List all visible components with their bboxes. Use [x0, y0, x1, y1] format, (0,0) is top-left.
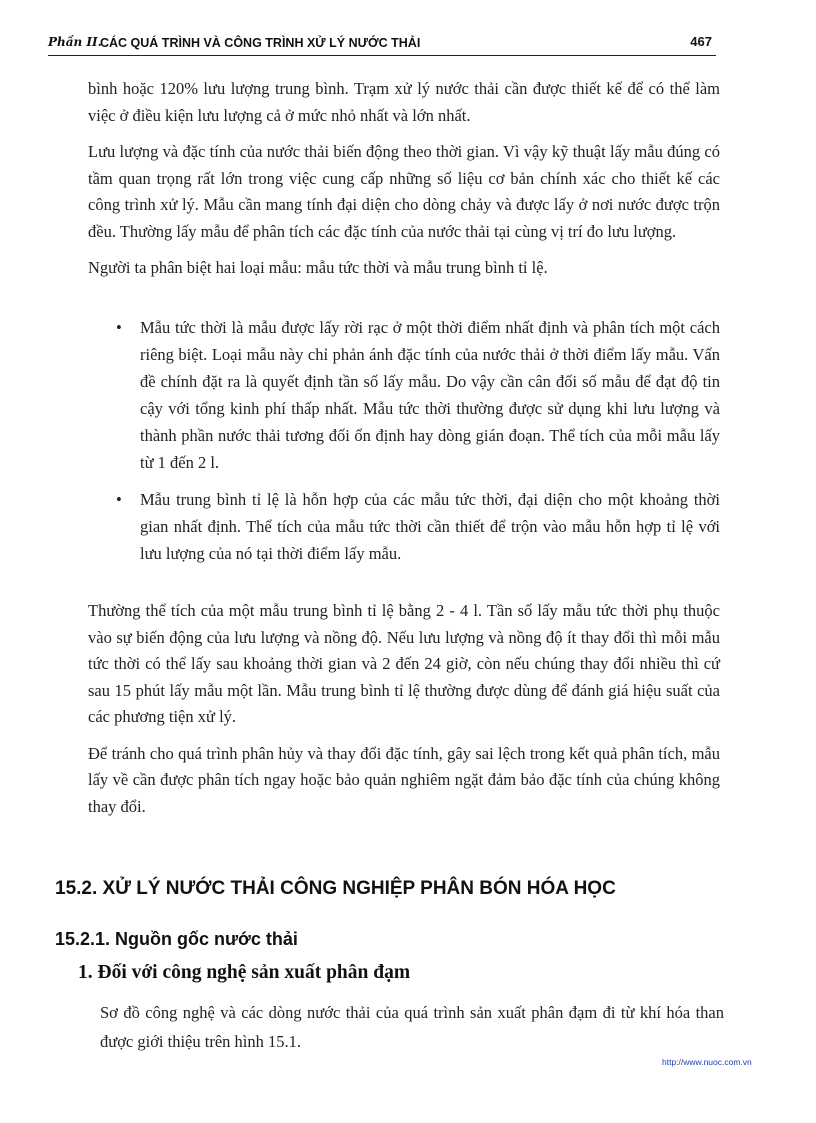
header-part-label: Phần II. [48, 35, 102, 49]
subsubsection-heading: 1. Đối với công nghệ sản xuất phân đạm [78, 962, 411, 983]
bullet-list [116, 314, 720, 577]
list-item-text: Mẫu trung bình tỉ lệ là hỗn hợp của các mẫu tức thời, đại diện cho một khoảng thời gian nhất định. Thể tích của mẫu tức thời cần thiết để trộn vào mẫu hỗn hợp tỉ lệ với lưu lượng của nó tại thời điểm lấy mẫu. [140, 490, 720, 563]
footer-url-link[interactable]: http://www.nuoc.com.vn [662, 1057, 752, 1067]
top-paragraphs [88, 76, 720, 292]
bottom-paragraphs [88, 598, 720, 830]
bullet-icon: • [116, 318, 122, 337]
bullet-icon: • [116, 490, 122, 509]
paragraph-continuation: bình hoặc 120% lưu lượng trung bình. Trạm xử lý nước thải cần được thiết kế để có thể làm việc ở điều kiện lưu lượng cả ở mức nhỏ nhất và lớn nhất. [88, 79, 720, 125]
paragraph-sample-volume: Thường thể tích của một mẫu trung bình tỉ lệ bằng 2 - 4 l. Tần số lấy mẫu tức thời phụ thuộc vào sự biến động của lưu lượng và nồng độ. Nếu lưu lượng và nồng độ ít thay đổi thì mỗi mẫu tức thời có thể lấy sau khoảng thời gian và 2 đến 24 giờ, còn nếu chúng thay đổi nhiều thì cứ sau 15 phút lấy mẫu một lần. Mẫu trung bình tỉ lệ thường được dùng để đánh giá hiệu suất của các phương tiện xử lý. [88, 601, 720, 726]
subsection-heading: 15.2.1. Nguồn gốc nước thải [55, 929, 298, 949]
paragraph-final: Sơ đồ công nghệ và các dòng nước thải của quá trình sản xuất phân đạm đi từ khí hóa than được giới thiệu trên hình 15.1. [100, 1003, 724, 1051]
header-title: CÁC QUÁ TRÌNH VÀ CÔNG TRÌNH XỬ LÝ NƯỚC THẢI [100, 36, 421, 50]
running-header [48, 31, 716, 56]
paragraph-sampling: Lưu lượng và đặc tính của nước thải biến động theo thời gian. Vì vậy kỹ thuật lấy mẫu đúng có tầm quan trọng rất lớn trong việc cung cấp những số liệu cơ bản chính xác cho thiết kế các công trình xử lý. Mẫu cần mang tính đại diện cho dòng chảy và được lấy ở nơi nước được trộn đều. Thường lấy mẫu để phân tích các đặc tính của nước thải tại cùng vị trí đo lưu lượng. [88, 142, 720, 241]
list-item-text: Mẫu tức thời là mẫu được lấy rời rạc ở một thời điểm nhất định và phân tích một cách riêng biệt. Loại mẫu này chỉ phản ánh đặc tính của nước thải ở thời điểm lấy mẫu. Vấn đề chính đặt ra là quyết định tần số lấy mẫu. Do vậy cần cân đối số mẫu để đạt độ tin cậy với tổng kinh phí thấp nhất. Mẫu tức thời thường được sử dụng khi lưu lượng và thành phần nước thải tương đối ổn định hay dòng gián đoạn. Thể tích của mỗi mẫu lấy từ 1 đến 2 l. [140, 318, 720, 472]
list-item [116, 314, 720, 476]
paragraph-sample-types: Người ta phân biệt hai loại mẫu: mẫu tức thời và mẫu trung bình tỉ lệ. [88, 258, 548, 277]
paragraph-preservation: Để tránh cho quá trình phân hủy và thay đổi đặc tính, gây sai lệch trong kết quả phân tích, mẫu lấy về cần được phân tích ngay hoặc bảo quản nghiêm ngặt đảm bảo đặc tính của chúng không thay đổi. [88, 743, 720, 816]
list-item [116, 486, 720, 567]
page-number: 467 [690, 34, 712, 49]
section-heading: 15.2. XỬ LÝ NƯỚC THẢI CÔNG NGHIỆP PHÂN BÓN HÓA HỌC [55, 878, 616, 899]
